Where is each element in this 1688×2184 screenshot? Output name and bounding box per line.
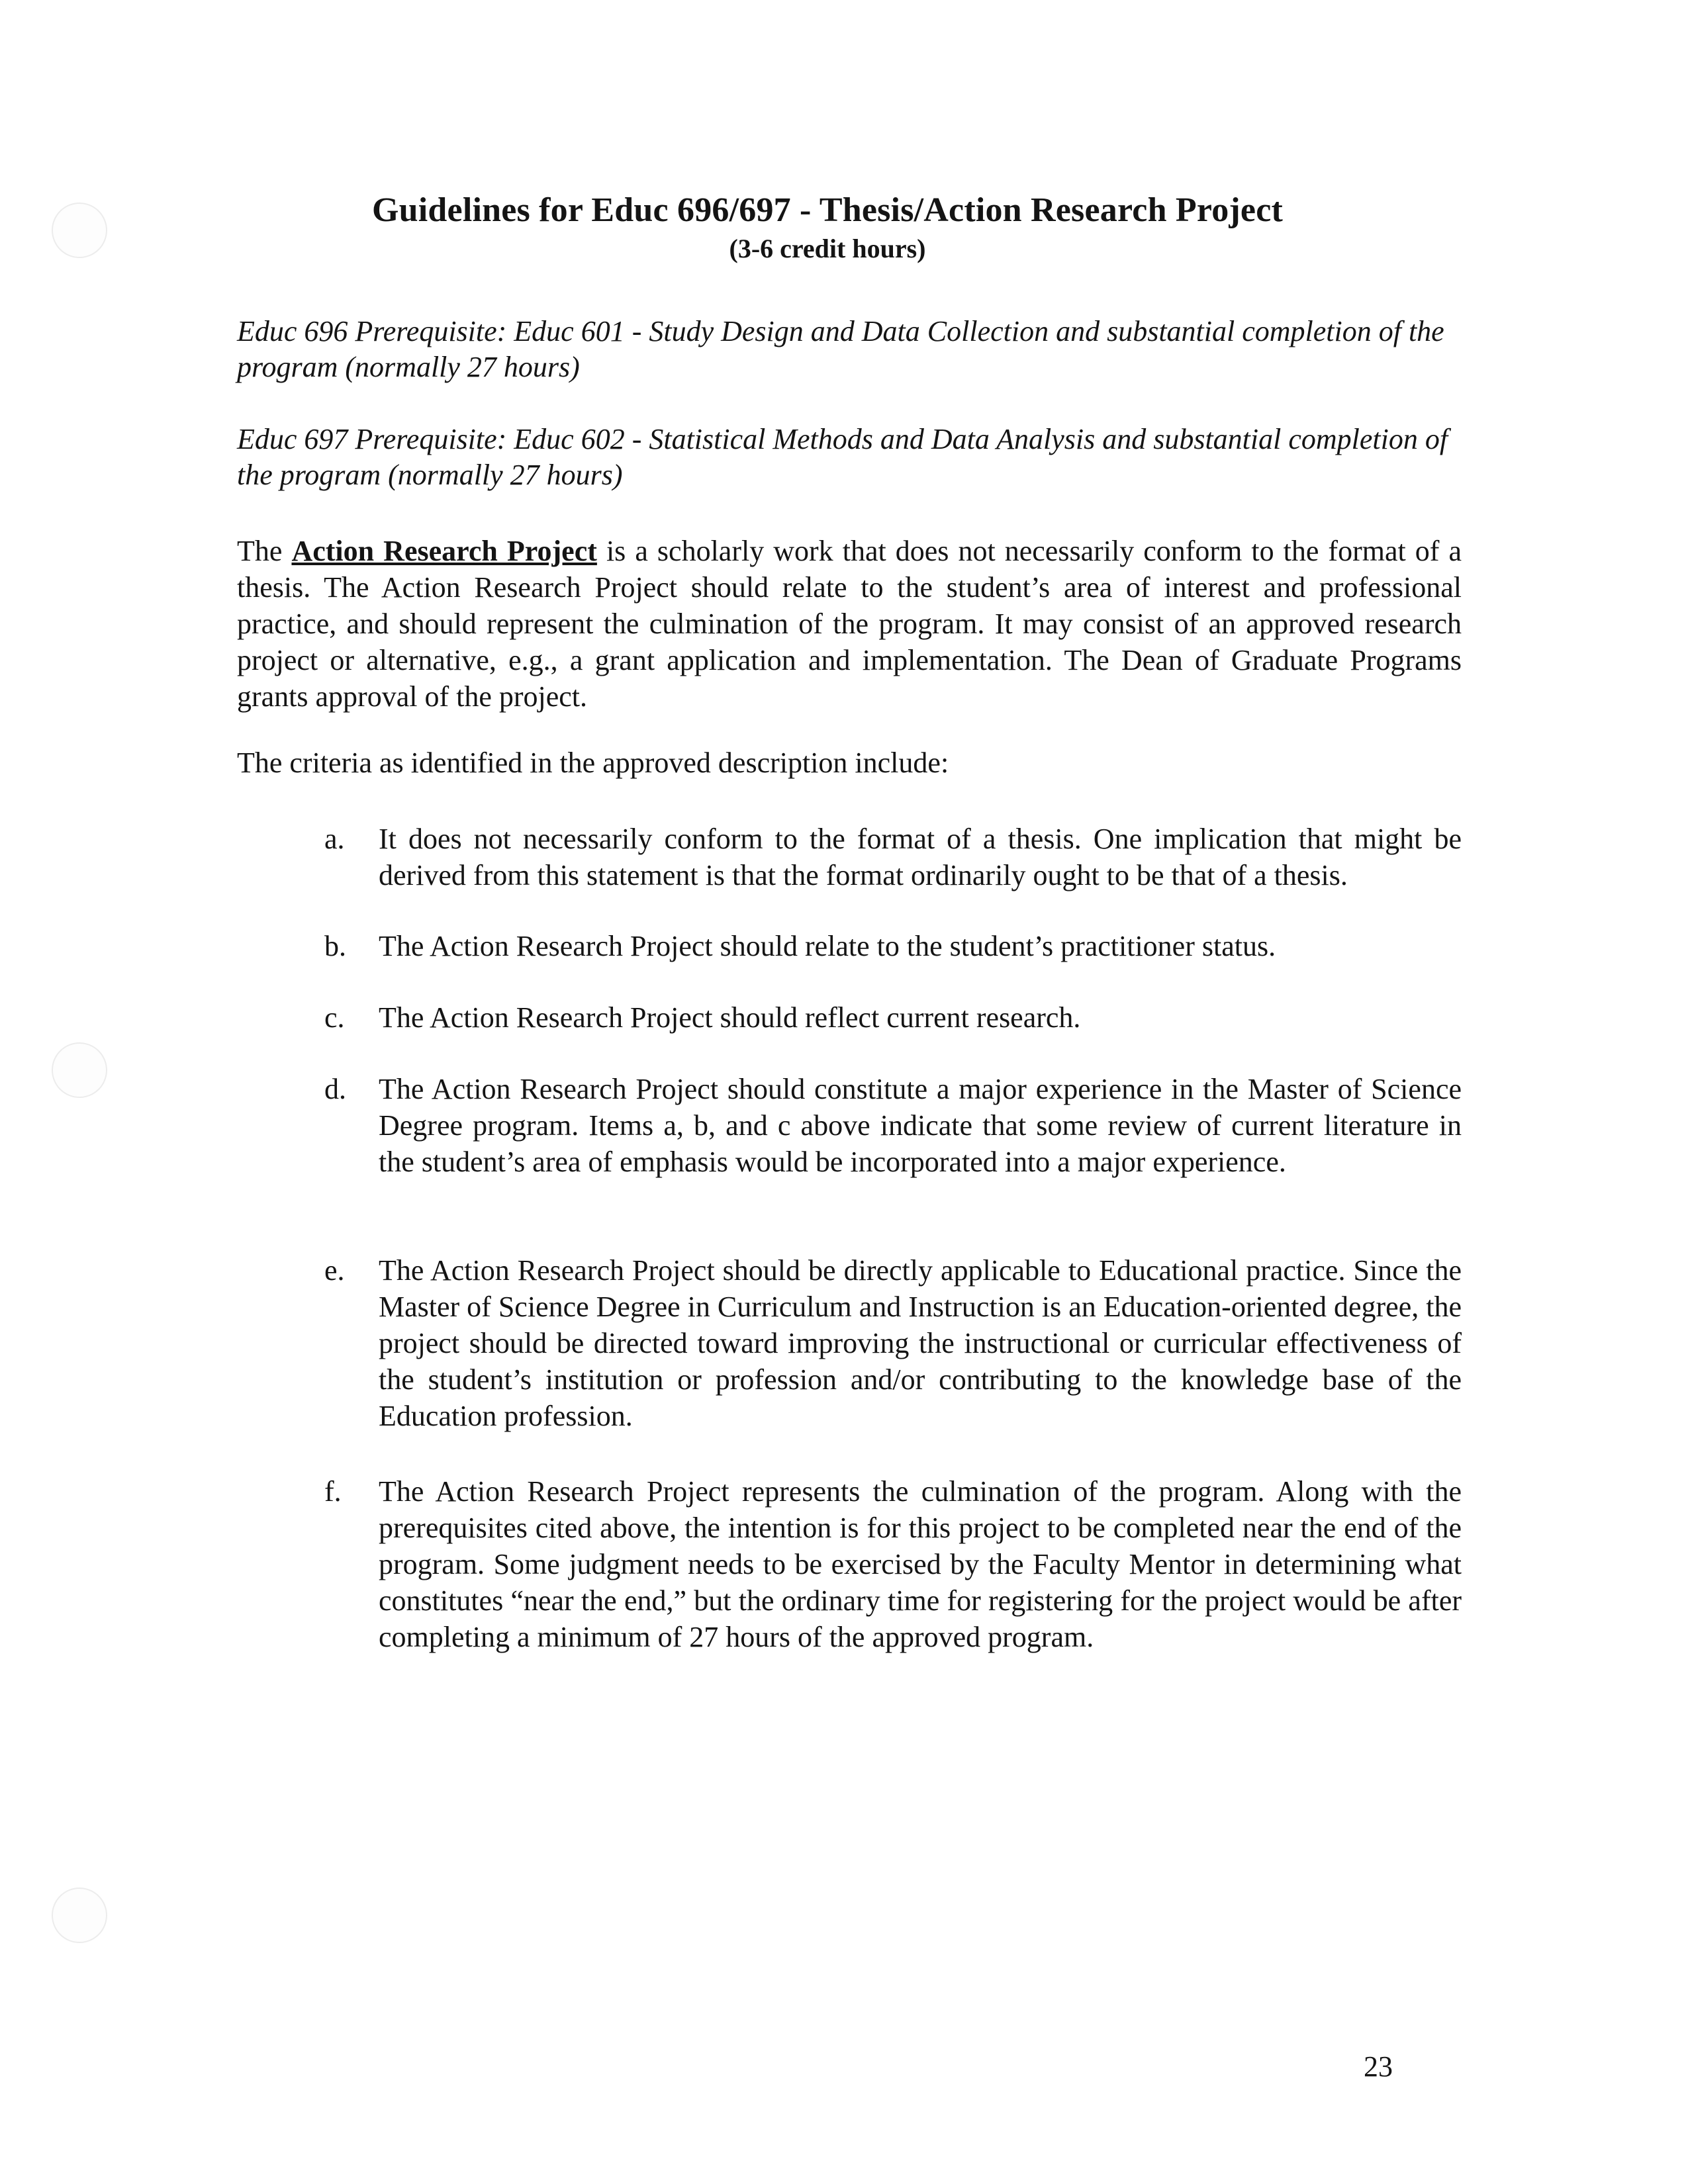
punch-hole-middle <box>52 1042 107 1098</box>
intro-lead: The <box>237 535 292 567</box>
intro-paragraph <box>237 533 1462 715</box>
page-title: Guidelines for Educ 696/697 - Thesis/Action Research Project <box>372 191 1283 229</box>
criteria-text: The Action Research Project should be directly applicable to Educational practice. Since the Master of Science Degree in Curriculum and Instruction is an Education-oriented degree, the project should be directed toward improving the instructional or curricular effectiveness of the student’s institution or profession and/or contributing to the knowledge base of the Education profession. <box>379 1254 1462 1432</box>
page-subtitle: (3-6 credit hours) <box>729 234 926 263</box>
criteria-marker: a. <box>324 823 345 855</box>
criteria-text: The Action Research Project represents the culmination of the program. Along with the prerequisites cited above, the intention is for this project to be completed near the end of the program. Some judgment needs to be exercised by the Faculty Mentor in determining what constitutes “near the end,” but the ordinary time for registering for the project would be after completing a minimum of 27 hours of the approved program. <box>379 1475 1462 1653</box>
criteria-text: It does not necessarily conform to the format of a thesis. One implication that might be derived from this statement is that the format ordinarily ought to be that of a thesis. <box>379 823 1462 891</box>
criteria-marker: e. <box>324 1254 345 1287</box>
criteria-item-e <box>324 1252 1462 1434</box>
criteria-item-f <box>324 1473 1462 1655</box>
prerequisite-educ-697: Educ 697 Prerequisite: Educ 602 - Statistical Methods and Data Analysis and substantial completion of the program (normally 27 hours) <box>237 423 1448 491</box>
criteria-marker: f. <box>324 1475 342 1508</box>
criteria-text: The Action Research Project should relate to the student’s practitioner status. <box>379 930 1276 962</box>
criteria-marker: d. <box>324 1073 346 1105</box>
criteria-lead: The criteria as identified in the approved description include: <box>237 747 949 779</box>
criteria-text: The Action Research Project should reflect current research. <box>379 1001 1081 1034</box>
prerequisite-educ-696: Educ 696 Prerequisite: Educ 601 - Study Design and Data Collection and substantial completion of the program (normally 27 hours) <box>237 315 1444 383</box>
criteria-item-d <box>324 1071 1462 1180</box>
page-number: 23 <box>1364 2050 1393 2083</box>
criteria-item-b <box>324 928 1462 964</box>
criteria-item-c <box>324 999 1462 1036</box>
criteria-text: The Action Research Project should constitute a major experience in the Master of Science Degree program. Items a, b, and c above indicate that some review of current literature in the student’s area of emphasis would be incorporated into a major experience. <box>379 1073 1462 1178</box>
intro-term: Action Research Project <box>291 535 597 567</box>
criteria-marker: c. <box>324 1001 345 1034</box>
title-block <box>199 189 1456 266</box>
criteria-item-a <box>324 821 1462 893</box>
punch-hole-bottom <box>52 1888 107 1943</box>
intro-rest: is a scholarly work that does not necessarily conform to the format of a thesis. The Action Research Project should relate to the student’s area of interest and professional practice, and should represent the culmination of the program. It may consist of an approved research project or alternative, e.g., a grant application and implementation. The Dean of Graduate Programs grants approval of the project. <box>237 535 1462 713</box>
punch-hole-top <box>52 203 107 258</box>
criteria-marker: b. <box>324 930 346 962</box>
